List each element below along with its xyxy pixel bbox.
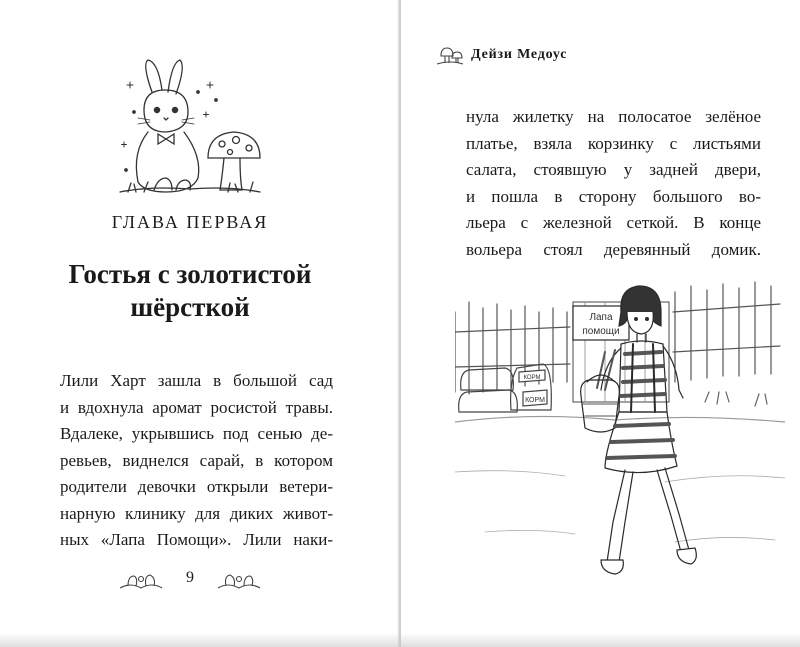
rabbit-and-mushroom-icon — [110, 52, 270, 202]
sign-line-1: Лапа — [589, 312, 613, 323]
running-header-title: Дейзи Медоус — [471, 47, 568, 62]
feed-sacks — [459, 364, 552, 412]
chapter-title-line: шёрсткой — [130, 292, 250, 322]
chapter-title-line: Гостья с золотистой — [68, 259, 312, 289]
text-line: платье, взяла корзинку с листьями — [466, 133, 761, 153]
text-line: ных «Лапа Помощи». Лили наки- — [60, 530, 333, 549]
footer-ornament-icon — [216, 570, 262, 590]
text-line: и вдохнула аромат росистой травы. — [60, 397, 333, 417]
text-line: родители девочки открыли ветери- — [60, 477, 333, 496]
sack-label: КОРМ — [525, 397, 545, 404]
page-footer — [100, 568, 280, 592]
chapter-title — [0, 258, 380, 324]
sack-label: КОРМ — [523, 375, 541, 381]
text-line: вольера стоял деревянный домик. — [466, 239, 761, 259]
girl-with-basket-illustration — [455, 272, 785, 590]
text-line: Лили Харт зашла в большой сад — [60, 371, 333, 390]
page-bottom-shadow — [0, 633, 800, 647]
text-line: нарную клинику для диких живот- — [60, 503, 333, 523]
page-number: 9 — [186, 569, 194, 586]
text-line: и пошла в сторону большого во- — [466, 186, 761, 206]
left-page — [0, 0, 399, 647]
text-line: Вдалеке, укрывшись под сенью де- — [60, 424, 333, 443]
running-header — [435, 44, 635, 68]
text-line: льера с железной сеткой. В конце — [466, 213, 761, 232]
text-line: ревьев, виднелся сарай, в котором — [60, 450, 333, 470]
text-line: салата, стоявшую у задней двери, — [466, 160, 761, 179]
body-text-left — [60, 368, 333, 554]
chapter-label: ГЛАВА ПЕРВАЯ — [111, 212, 269, 232]
body-text-right — [466, 104, 761, 263]
mushroom-ornament-icon — [435, 44, 465, 66]
sign-line-2: помощи — [582, 326, 620, 337]
text-line: нула жилетку на полосатое зелёное — [466, 107, 761, 126]
